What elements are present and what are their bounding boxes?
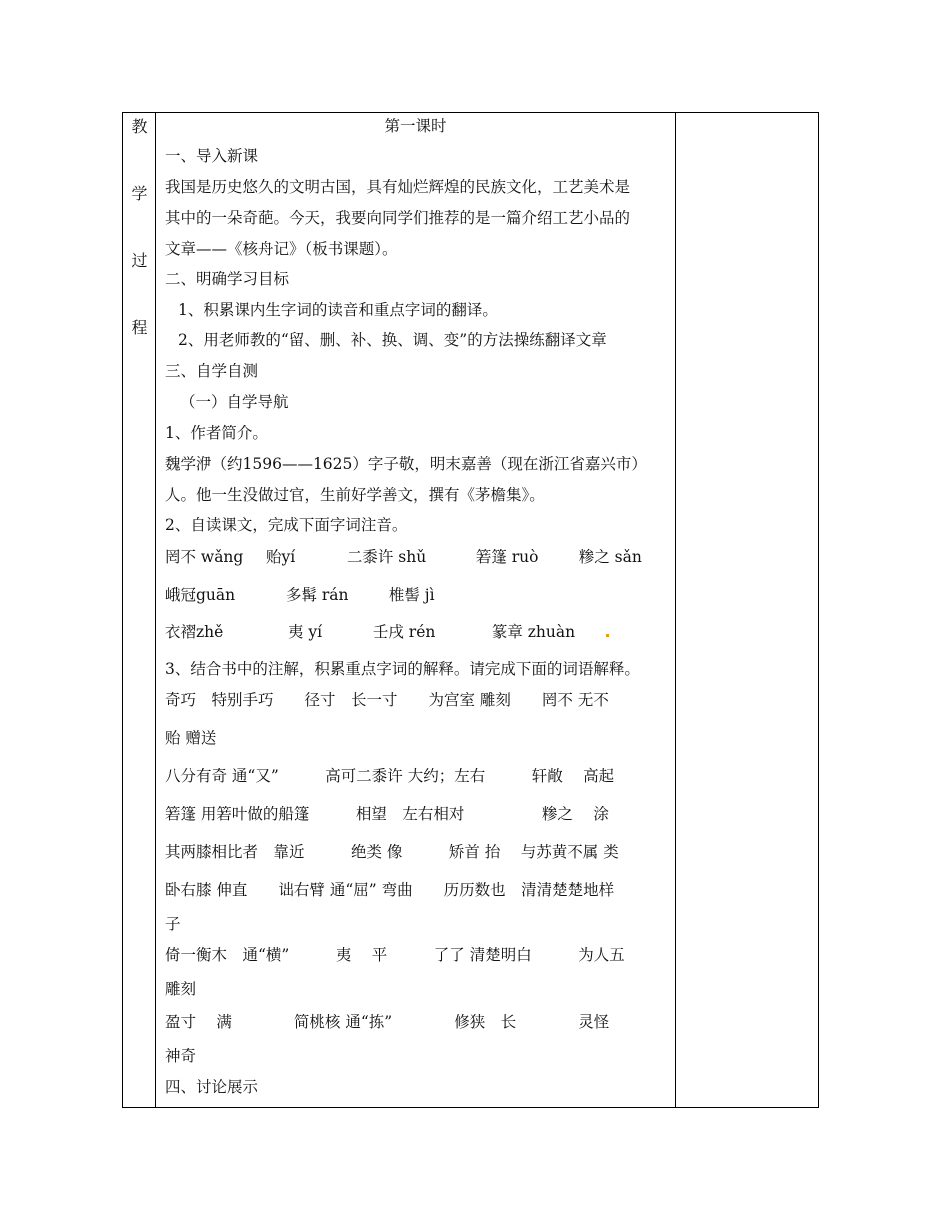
side-label-char: 教 [131, 117, 148, 136]
section-heading: 二、明确学习目标 [165, 270, 290, 288]
pinyin-item: 箬篷 ruò [475, 548, 539, 566]
side-label-char: 过 [131, 251, 148, 270]
vocab-line: 奇巧 特别手巧 径寸 长一寸 为宫室 雕刻 罔不 无不 [165, 691, 609, 709]
lesson-plan-table [122, 112, 819, 1108]
vocab-line: 箬篷 用箬叶做的船篷 相望 左右相对 糁之 涂 [165, 805, 609, 823]
side-label-char: 学 [131, 184, 148, 203]
subsection-heading: （一）自学导航 [180, 393, 289, 411]
paragraph-line: 魏学洢（约1596——1625）字子敬，明末嘉善（现在浙江省嘉兴市） [165, 455, 647, 473]
section-label-column [123, 113, 156, 1107]
task-heading: 3、结合书中的注解，积累重点字词的解释。请完成下面的词语解释。 [165, 660, 640, 678]
paragraph-line: 我国是历史悠久的文明古国，具有灿烂辉煌的民族文化，工艺美术是 [165, 178, 631, 196]
pinyin-item: 壬戌 rén [372, 623, 436, 641]
pinyin-item: 多髯 rán [285, 586, 349, 604]
section-heading: 一、导入新课 [165, 147, 259, 165]
vocab-line: 倚一衡木 通“横” 夷 平 了了 清楚明白 为人五 [165, 946, 625, 964]
task-heading: 2、自读课文，完成下面字词注音。 [165, 516, 408, 534]
paragraph-line: 人。他一生没做过官，生前好学善文，撰有《茅檐集》。 [165, 486, 545, 504]
pinyin-item: 罔不 wǎng [165, 548, 244, 566]
section-heading: 四、讨论展示 [165, 1078, 259, 1096]
pinyin-item: 夷 yí [287, 623, 323, 641]
pinyin-item: 二黍许 shǔ [346, 548, 427, 566]
pinyin-row [165, 584, 671, 606]
vocab-line: 神奇 [165, 1047, 197, 1065]
task-heading: 1、作者简介。 [165, 424, 268, 442]
goal-item: 1、积累课内生字词的读音和重点字词的翻译。 [178, 301, 498, 319]
paragraph-line: 其中的一朵奇葩。今天，我要向同学们推荐的是一篇介绍工艺小品的 [165, 209, 631, 227]
vocab-line: 盈寸 满 简桃核 通“拣” 修狭 长 灵怪 [165, 1013, 610, 1031]
pinyin-item: 峨冠guān [165, 586, 236, 604]
vocab-line: 八分有奇 通“又” 高可二黍许 大约；左右 轩敞 高起 [165, 767, 615, 785]
content-column [156, 113, 676, 1107]
lesson-title: 第一课时 [384, 117, 447, 135]
pinyin-row [165, 621, 671, 643]
vocab-line: 卧右膝 伸直 诎右臂 通“屈” 弯曲 历历数也 清清楚楚地样 [165, 881, 615, 899]
section-heading: 三、自学自测 [165, 362, 259, 380]
pinyin-item: 糁之 sǎn [578, 548, 642, 566]
orange-dot-mark [606, 634, 609, 637]
paragraph-line: 文章——《核舟记》（板书课题）。 [165, 240, 398, 258]
pinyin-item: 椎髻 jì [388, 586, 435, 604]
pinyin-item: 贻yí [265, 548, 296, 566]
pinyin-row [165, 546, 671, 568]
notes-column [676, 113, 818, 1107]
pinyin-item: 篆章 zhuàn [491, 623, 576, 641]
vocab-line: 子 [165, 915, 181, 933]
goal-item: 2、用老师教的“留、删、补、换、调、变”的方法操练翻译文章 [178, 331, 607, 349]
vocab-line: 其两膝相比者 靠近 绝类 像 矫首 抬 与苏黄不属 类 [165, 843, 619, 861]
pinyin-item: 衣褶zhě [165, 623, 224, 641]
vocab-line: 贻 赠送 [165, 729, 217, 747]
side-label-char: 程 [131, 318, 148, 337]
vocab-line: 雕刻 [165, 980, 197, 998]
